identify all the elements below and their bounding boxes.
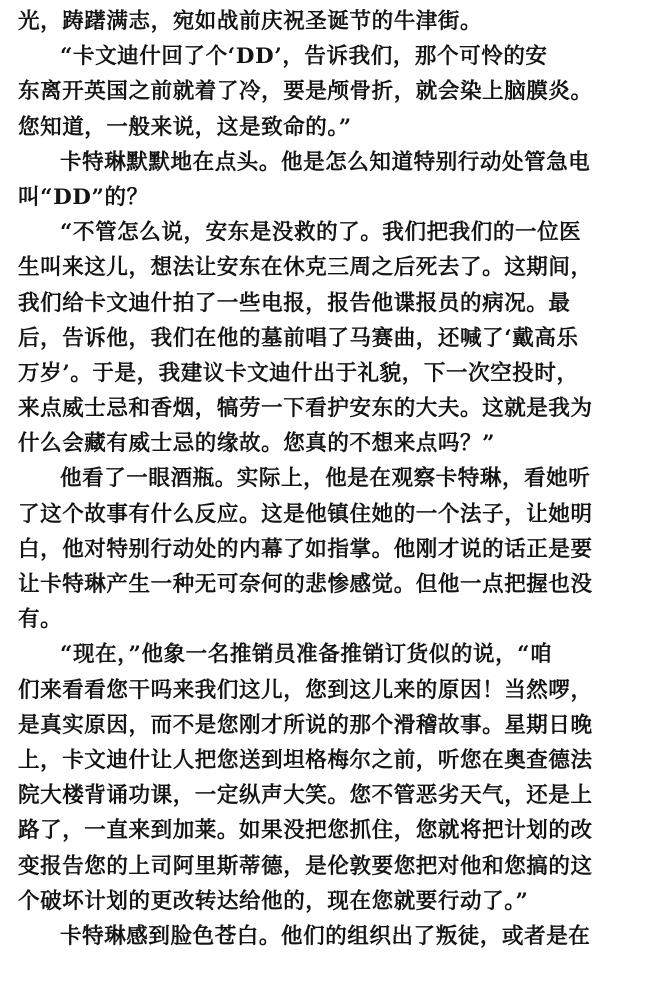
text-line-5: 卡特琳默默地在点头。他是怎么知道特别行动处管急电 [60,149,591,175]
text-line-20: 们来看看您干吗来我们这儿，您到这儿来的原因！当然啰， [18,677,593,703]
text-line-1: 光，踌躇满志，宛如战前庆祝圣诞节的牛津街。 [18,9,483,34]
text-line-27: 卡特琳感到脸色苍白。他们的组织出了叛徒，或者是在 [60,923,591,949]
text-line-2: “卡文迪什回了个‘DD’，告诉我们，那个可怜的安 [60,44,548,70]
text-line-25: 变报告您的上司阿里斯蒂德，是伦敦要您把对他和您搞的这 [18,853,593,879]
text-line-7: “不管怎么说，安东是没救的了。我们把我们的一位医 [60,220,582,246]
text-line-17: 让卡特琳产生一种无可奈何的悲惨感觉。但他一点把握也没 [18,572,593,597]
text-line-26: 个破坏计划的更改转达给他的，现在您就要行动了。” [18,888,529,914]
text-line-14: 他看了一眼酒瓶。实际上，他是在观察卡特琳，看她听 [60,466,591,492]
text-line-8: 生叫来这儿，想法让安东在休克三周之后死去了。这期间， [18,255,593,281]
text-line-6: 叫“DD”的？ [18,184,149,210]
text-line-12: 来点威士忌和香烟，犒劳一下看护安东的大夫。这就是我为 [18,396,593,422]
text-line-16: 白，他对特别行动处的内幕了如指掌。他刚才说的话正是要 [18,536,593,562]
text-line-10: 后，告诉他，我们在他的墓前唱了马赛曲，还喊了‘戴高乐 [18,325,579,351]
text-line-24: 路了，一直来到加莱。如果没把您抓住，您就将把计划的改 [18,818,593,844]
text-line-4: 您知道，一般来说，这是致命的。” [18,114,352,140]
text-line-23: 院大楼背诵功课，一定纵声大笑。您不管恶劣天气，还是上 [18,783,593,809]
text-line-3: 东离开英国之前就着了冷，要是颅骨折，就会染上脑膜炎。 [18,79,593,105]
text-line-19: “现在，”他象一名推销员准备推销订货似的说，“咱 [60,642,553,668]
text-line-18: 有。 [18,607,63,633]
text-line-15: 了这个故事有什么反应。这是他镇住她的一个法子，让她明 [18,501,593,527]
text-line-21: 是真实原因，而不是您刚才所说的那个滑稽故事。星期日晚 [18,712,593,738]
text-line-22: 上，卡文迪什让人把您送到坦格梅尔之前，听您在奥查德法 [18,747,593,773]
text-line-13: 什么会藏有威士忌的缘故。您真的不想来点吗？” [18,431,496,457]
book-page [18,4,654,954]
text-line-11: 万岁’。于是，我建议卡文迪什出于礼貌，下一次空投时， [18,360,579,386]
text-line-9: 我们给卡文迪什拍了一些电报，报告他谍报员的病况。最 [18,290,571,316]
